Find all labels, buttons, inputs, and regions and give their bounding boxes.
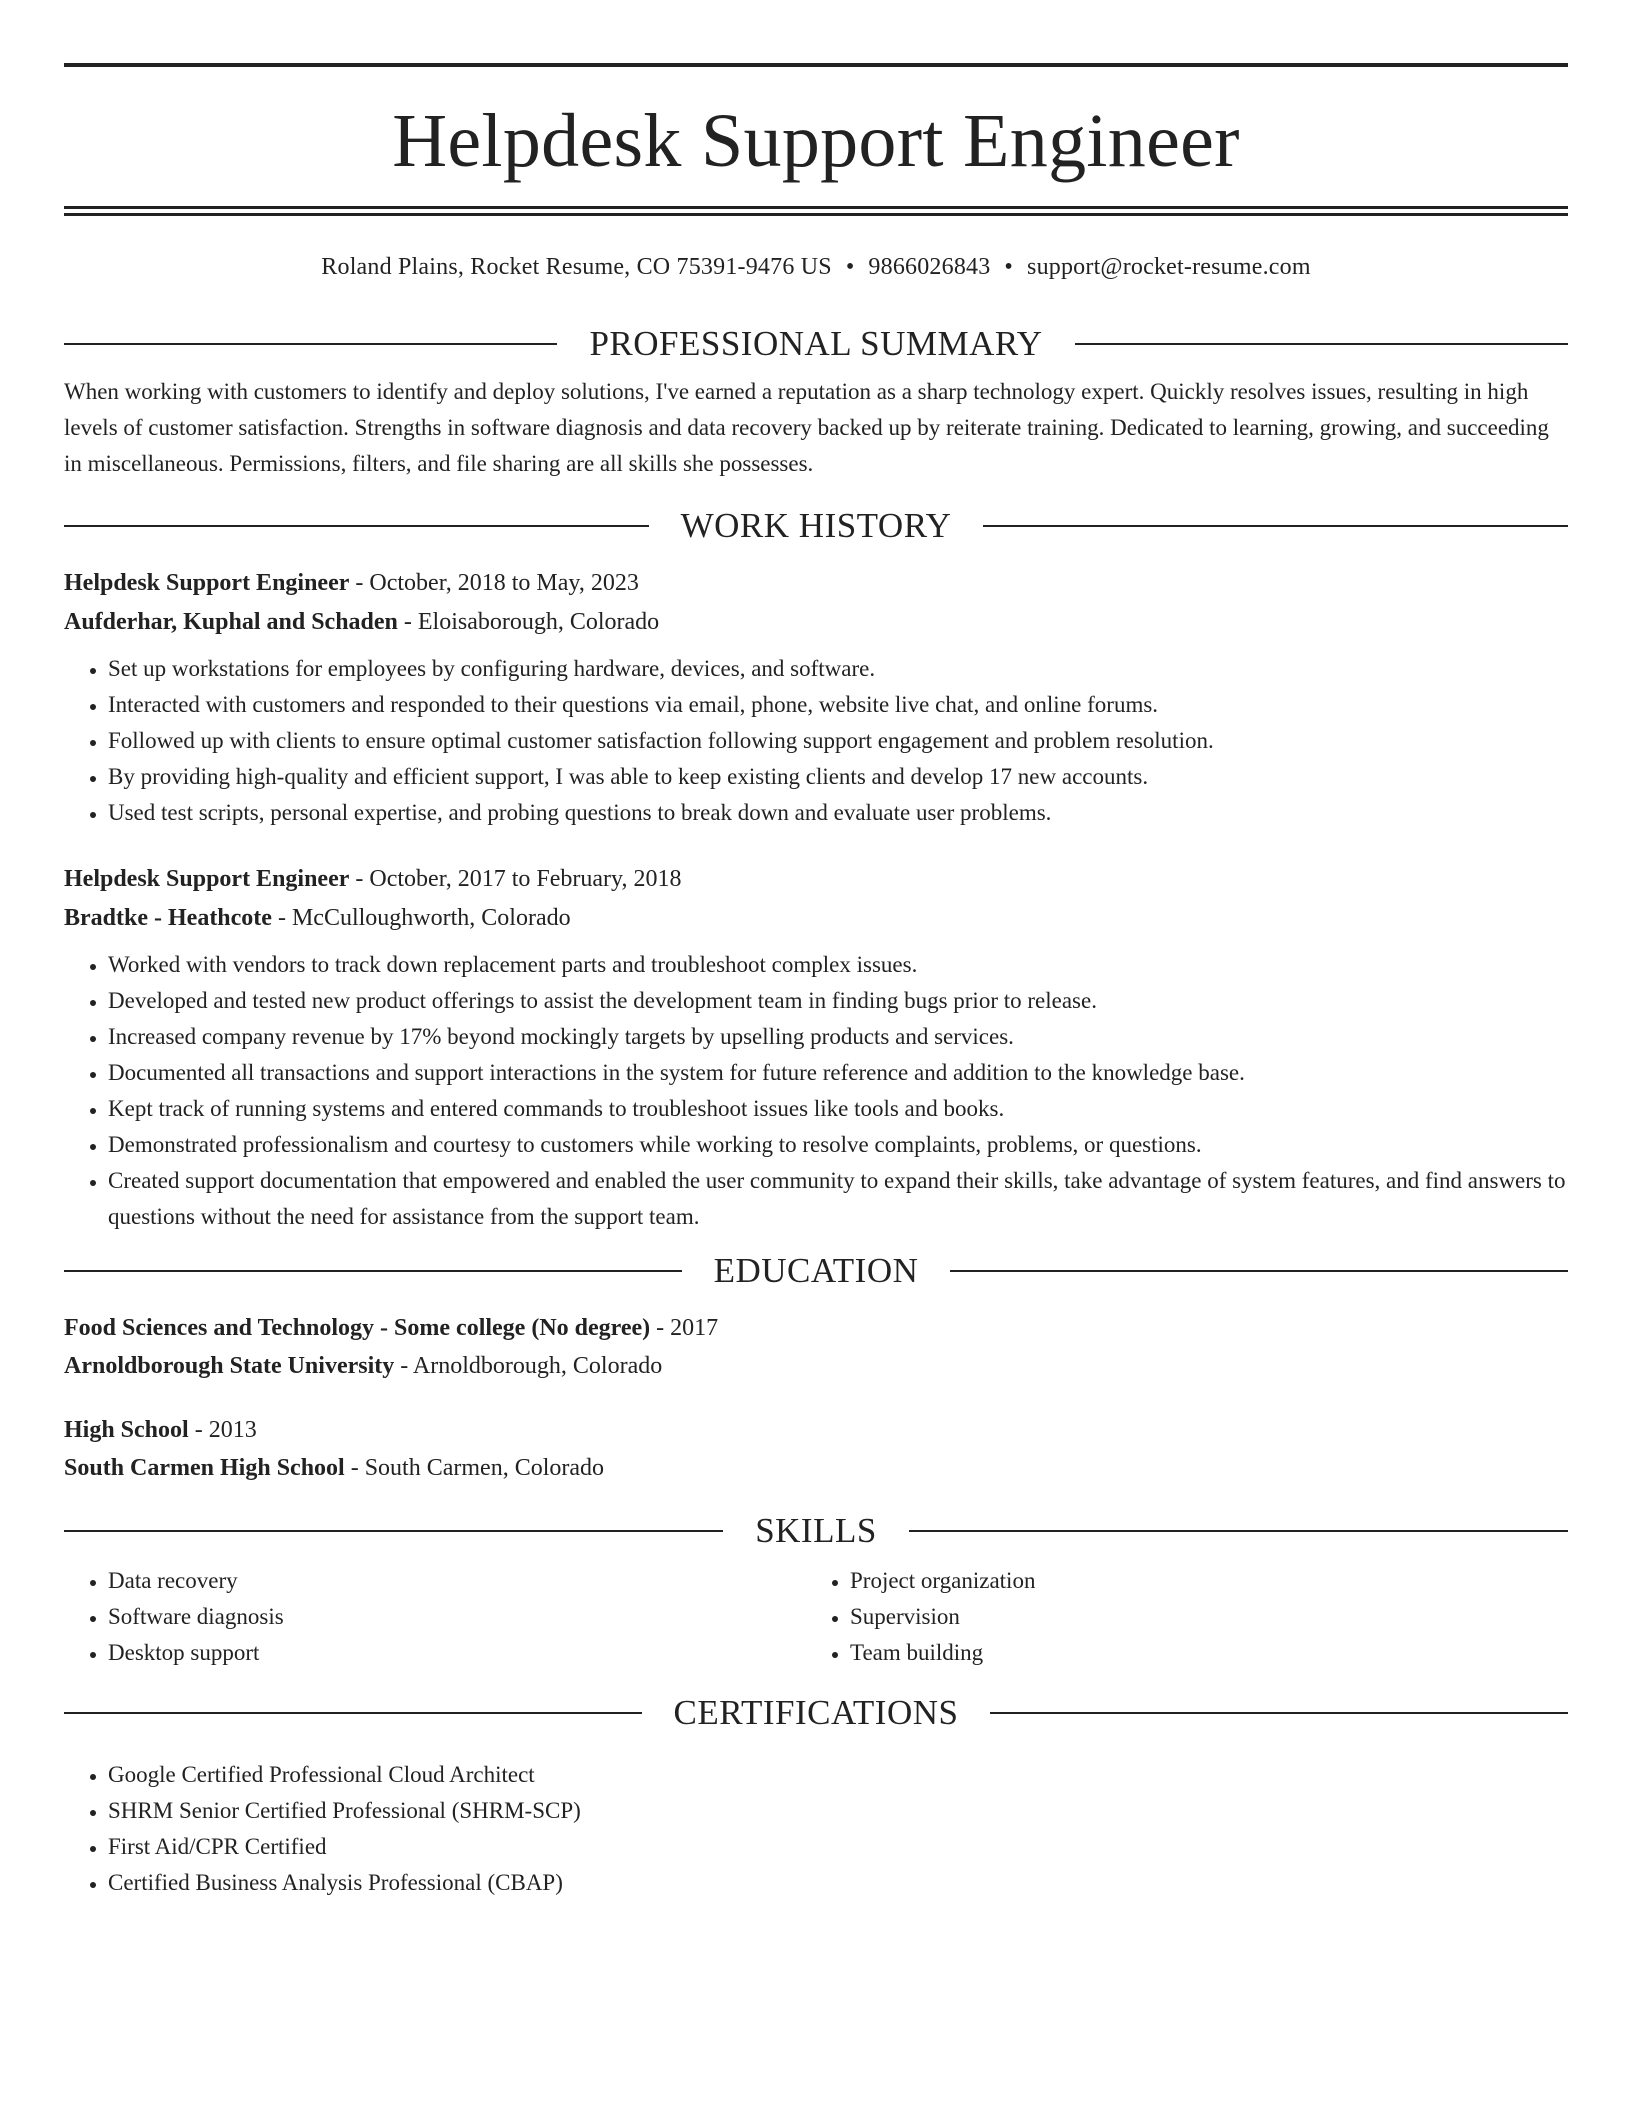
job-company-line bbox=[64, 903, 1568, 933]
list-item: • Project organization bbox=[850, 1563, 1548, 1599]
summary-text: When working with customers to identify and deploy solutions, I've earned a reputation as a sharp technology expert. Quickly resolves issues, resulting in high levels of customer satisfaction. Strengths in software diagnosis and data recovery backed up by reiterate training. Dedicated to learning, growing, and succeeding in miscellaneous. Permissions, filters, and file sharing are all skills she possesses. bbox=[64, 379, 1549, 476]
job-entry bbox=[64, 864, 1568, 1235]
education-degree-line bbox=[64, 1415, 1568, 1445]
skills-list bbox=[806, 1563, 1548, 1671]
education-degree: High School bbox=[64, 1417, 189, 1443]
job-company: Bradtke - Heathcote bbox=[64, 905, 272, 931]
certifications-list bbox=[64, 1757, 1568, 1901]
heading-rule bbox=[1075, 343, 1568, 345]
section-heading-certifications bbox=[64, 1693, 1568, 1733]
list-item: • Interacted with customers and responded to their questions via email, phone, website live chat, and online forums. bbox=[108, 687, 1568, 723]
list-item: • Desktop support bbox=[108, 1635, 806, 1671]
list-item: • Supervision bbox=[850, 1599, 1548, 1635]
job-dates: - October, 2018 to May, 2023 bbox=[349, 570, 639, 596]
list-item: • Used test scripts, personal expertise, and probing questions to break down and evaluate user problems. bbox=[108, 795, 1568, 831]
list-item: • First Aid/CPR Certified bbox=[108, 1829, 1568, 1865]
list-item: • Kept track of running systems and entered commands to troubleshoot issues like tools and books. bbox=[108, 1091, 1568, 1127]
list-item: • By providing high-quality and efficient support, I was able to keep existing clients and develop 17 new accounts. bbox=[108, 759, 1568, 795]
heading-label: PROFESSIONAL SUMMARY bbox=[589, 324, 1043, 363]
heading-label: WORK HISTORY bbox=[680, 506, 952, 545]
skills-column-right bbox=[806, 1563, 1548, 1671]
job-title-line bbox=[64, 864, 1568, 894]
heading-label: CERTIFICATIONS bbox=[673, 1693, 959, 1732]
job-title-line bbox=[64, 568, 1568, 598]
job-company-line bbox=[64, 607, 1568, 637]
skills-column-left bbox=[64, 1563, 806, 1671]
list-item: • Set up workstations for employees by configuring hardware, devices, and software. bbox=[108, 651, 1568, 687]
skills-list bbox=[64, 1563, 806, 1671]
job-dates: - October, 2017 to February, 2018 bbox=[349, 866, 682, 892]
resume-content bbox=[64, 63, 1568, 1901]
education-degree-line bbox=[64, 1313, 1568, 1343]
job-title: Helpdesk Support Engineer bbox=[64, 570, 350, 596]
education-location: - Arnoldborough, Colorado bbox=[394, 1353, 663, 1379]
heading-label: SKILLS bbox=[755, 1511, 877, 1550]
list-item: • Created support documentation that empowered and enabled the user community to expand their skills, take advantage of system features, and find answers to questions without the need for assistance from the support team. bbox=[108, 1163, 1568, 1235]
list-item: • Software diagnosis bbox=[108, 1599, 806, 1635]
heading-rule bbox=[64, 343, 557, 345]
section-heading-work bbox=[64, 506, 1568, 546]
education-degree: Food Sciences and Technology - Some college (No degree) bbox=[64, 1315, 651, 1341]
list-item: • Certified Business Analysis Professional (CBAP) bbox=[108, 1865, 1568, 1901]
heading-rule bbox=[983, 525, 1568, 527]
section-heading-skills bbox=[64, 1511, 1568, 1551]
section-heading-summary bbox=[64, 324, 1568, 364]
list-item: • Increased company revenue by 17% beyond mockingly targets by upselling products and services. bbox=[108, 1019, 1568, 1055]
resume-title: Helpdesk Support Engineer bbox=[392, 99, 1240, 183]
list-item: • Demonstrated professionalism and courtesy to customers while working to resolve complaints, problems, or questions. bbox=[108, 1127, 1568, 1163]
heading-rule bbox=[64, 1712, 642, 1714]
job-bullets bbox=[64, 947, 1568, 1235]
heading-rule bbox=[909, 1530, 1568, 1532]
education-year: - 2017 bbox=[650, 1315, 719, 1341]
heading-rule bbox=[64, 1530, 723, 1532]
education-year: - 2013 bbox=[188, 1417, 257, 1443]
job-bullets bbox=[64, 651, 1568, 831]
education-location: - South Carmen, Colorado bbox=[344, 1455, 605, 1481]
job-title: Helpdesk Support Engineer bbox=[64, 866, 350, 892]
section-heading-education bbox=[64, 1251, 1568, 1291]
list-item: • Google Certified Professional Cloud Architect bbox=[108, 1757, 1568, 1793]
job-company: Aufderhar, Kuphal and Schaden bbox=[64, 609, 398, 635]
skills-columns bbox=[64, 1563, 1568, 1671]
list-item: • Worked with vendors to track down replacement parts and troubleshoot complex issues. bbox=[108, 947, 1568, 983]
heading-rule bbox=[990, 1712, 1568, 1714]
top-rule bbox=[64, 63, 1568, 67]
education-entry bbox=[64, 1313, 1568, 1381]
education-entry bbox=[64, 1415, 1568, 1483]
education-school: South Carmen High School bbox=[64, 1455, 345, 1481]
education-school: Arnoldborough State University bbox=[64, 1353, 395, 1379]
job-entry bbox=[64, 568, 1568, 831]
heading-label: EDUCATION bbox=[713, 1251, 919, 1290]
list-item: • Data recovery bbox=[108, 1563, 806, 1599]
education-school-line bbox=[64, 1351, 1568, 1381]
heading-rule bbox=[64, 1270, 682, 1272]
contact-address: Roland Plains, Rocket Resume, CO 75391-9476 US bbox=[321, 254, 832, 280]
list-item: • SHRM Senior Certified Professional (SHRM-SCP) bbox=[108, 1793, 1568, 1829]
list-item: • Followed up with clients to ensure optimal customer satisfaction following support engagement and problem resolution. bbox=[108, 723, 1568, 759]
contact-email: support@rocket-resume.com bbox=[1027, 254, 1311, 280]
title-double-rule bbox=[64, 206, 1568, 216]
heading-rule bbox=[950, 1270, 1568, 1272]
contact-line bbox=[64, 252, 1568, 282]
job-location: - Eloisaborough, Colorado bbox=[397, 609, 660, 635]
contact-separator: • bbox=[845, 254, 855, 280]
education-school-line bbox=[64, 1453, 1568, 1483]
contact-separator: • bbox=[1004, 254, 1014, 280]
heading-rule bbox=[64, 525, 649, 527]
job-location: - McCulloughworth, Colorado bbox=[271, 905, 571, 931]
list-item: • Team building bbox=[850, 1635, 1548, 1671]
list-item: • Developed and tested new product offerings to assist the development team in finding bugs prior to release. bbox=[108, 983, 1568, 1019]
contact-phone: 9866026843 bbox=[868, 254, 991, 280]
list-item: • Documented all transactions and support interactions in the system for future reference and addition to the knowledge base. bbox=[108, 1055, 1568, 1091]
